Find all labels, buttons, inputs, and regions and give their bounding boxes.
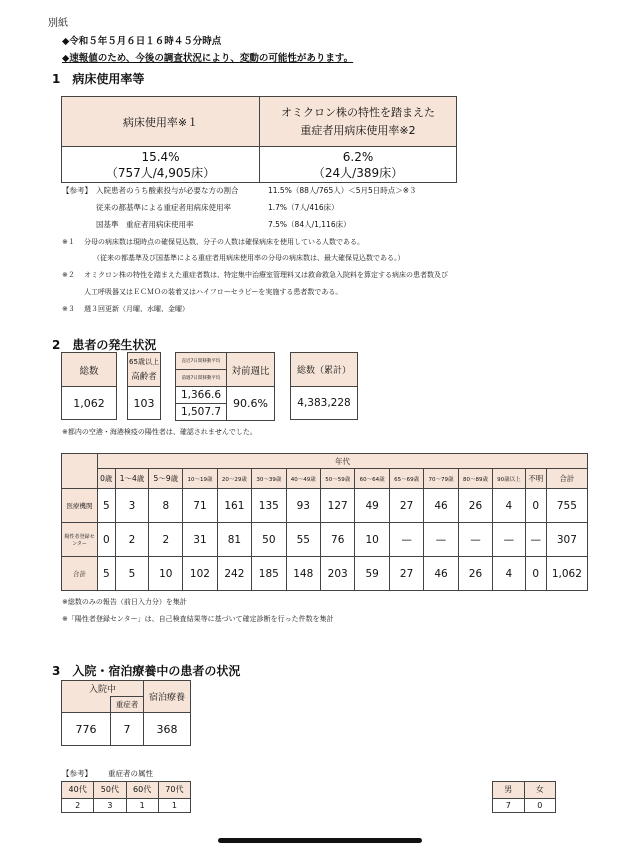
section3-title: 3 入院・宿泊療養中の患者の状況 <box>52 664 241 678</box>
table-cell: 27 <box>389 489 423 523</box>
table-cell: 5 <box>98 557 116 591</box>
age-column-header: 65～69歳 <box>389 469 423 489</box>
airport-note: ※都内の空港・海港検疫の陽性者は、確認されませんでした。 <box>62 428 257 436</box>
table-row <box>62 523 588 557</box>
table-cell: 4 <box>493 489 525 523</box>
table-cell: 8 <box>149 489 183 523</box>
severe-age-header: 60代 <box>126 782 158 799</box>
age-column-header: 0歳 <box>98 469 116 489</box>
preliminary-note: ◆速報値のため、今後の調査状況により、変動の可能性があります。 <box>62 53 354 64</box>
severe-attributes-title: 重症者の属性 <box>108 769 153 778</box>
previous-average-value: 1,507.7 <box>176 404 227 421</box>
row-label: 医療機関 <box>62 489 98 523</box>
age-breakdown-table <box>61 453 588 591</box>
severe-age-header: 40代 <box>62 782 94 799</box>
table-cell: 26 <box>458 557 492 591</box>
national-standard-text: 国基準 重症者用病床使用率 <box>96 220 194 229</box>
recent-average-label: 直近7日間移動平均 <box>176 353 227 370</box>
oxygen-ratio-text: 入院患者のうち酸素投与が必要な方の割合 <box>96 186 239 195</box>
table-cell: 4 <box>493 557 525 591</box>
elderly-label-line1: 65歳以上 <box>129 357 159 366</box>
severe-sex-header: 男 <box>493 782 525 799</box>
age-column-header: 50～59歳 <box>320 469 354 489</box>
severe-age-value: 2 <box>62 798 94 812</box>
table-cell: 93 <box>286 489 320 523</box>
table-cell: — <box>493 523 525 557</box>
table-cell: 242 <box>217 557 251 591</box>
age-column-header: 70～79歳 <box>424 469 458 489</box>
table-row <box>62 557 588 591</box>
inpatient-spacer <box>62 697 111 713</box>
age-column-header: 10～19歳 <box>183 469 217 489</box>
table-cell: 0 <box>98 523 116 557</box>
age-column-header: 90歳以上 <box>493 469 525 489</box>
hospitalization-table <box>61 680 191 746</box>
inpatient-label: 入院中 <box>62 681 144 697</box>
section2-title: 2 患者の発生状況 <box>52 338 157 352</box>
elderly-label <box>128 353 161 387</box>
table-cell: 102 <box>183 557 217 591</box>
previous-average-label: 前週7日間移動平均 <box>176 370 227 387</box>
table-cell: — <box>525 523 546 557</box>
row-label: 陽性者登録センター <box>62 523 98 557</box>
table-cell: 76 <box>320 523 354 557</box>
age-column-header: 30～39歳 <box>252 469 286 489</box>
old-standard-text: 従来の都基準による重症者用病床使用率 <box>96 203 231 212</box>
table-cell: 46 <box>424 557 458 591</box>
table-cell: 307 <box>546 523 587 557</box>
bed-usage-detail: （757人/4,905床） <box>105 165 216 180</box>
note1-line2: （従来の都基準及び国基準による重症者用病床使用率の分母の病床数は、最大確保見込数である。） <box>93 254 405 262</box>
elderly-label-line2: 高齢者 <box>131 371 157 382</box>
severe-bed-usage-cell <box>260 147 457 183</box>
severe-age-header: 70代 <box>158 782 190 799</box>
inpatient-value: 776 <box>62 713 111 746</box>
total-cases-label: 総数 <box>62 353 117 387</box>
home-indicator[interactable] <box>218 838 422 843</box>
severe-sex-value: 0 <box>524 798 556 812</box>
moving-average-box <box>175 352 275 421</box>
note3-label: ※３ <box>62 305 75 313</box>
note1-label: ※１ <box>62 238 75 246</box>
age-column-header: 20～29歳 <box>217 469 251 489</box>
severe-age-value: 1 <box>126 798 158 812</box>
old-standard-value: 1.7%（7人/416床） <box>268 203 339 212</box>
cumulative-value: 4,383,228 <box>291 387 358 420</box>
table-cell: 135 <box>252 489 286 523</box>
age-column-header: 5～9歳 <box>149 469 183 489</box>
severe-bed-usage-value: 6.2% <box>342 149 374 164</box>
table-cell: 148 <box>286 557 320 591</box>
elderly-value: 103 <box>128 387 161 420</box>
table-cell: 50 <box>252 523 286 557</box>
attachment-label: 別紙 <box>48 18 68 29</box>
severe-bed-usage-detail: （24人/389床） <box>312 165 404 180</box>
severe-age-table <box>61 781 191 813</box>
note3-text: 週３回更新（月曜、水曜、金曜） <box>84 305 189 313</box>
time-note: ◆令和５年５月６日１６時４５分時点 <box>62 36 222 47</box>
table-cell: — <box>424 523 458 557</box>
cumulative-box <box>290 352 358 420</box>
table-cell: 2 <box>149 523 183 557</box>
weekly-ratio-label: 対前週比 <box>227 353 275 387</box>
hotel-label: 宿泊療養 <box>144 681 191 713</box>
severe-bed-usage-header-line2: 重症者用病床使用率※2 <box>300 123 416 137</box>
severe-age-value: 3 <box>94 798 126 812</box>
table-cell: 185 <box>252 557 286 591</box>
table-cell: 46 <box>424 489 458 523</box>
severe-sex-value: 7 <box>493 798 525 812</box>
table-cell: 59 <box>355 557 389 591</box>
table-cell: — <box>458 523 492 557</box>
severe-sex-table <box>492 781 556 813</box>
table-cell: 1,062 <box>546 557 587 591</box>
severe-age-value: 1 <box>158 798 190 812</box>
severe-label: 重症者 <box>111 697 144 713</box>
age-group-header: 年代 <box>98 454 588 469</box>
weekly-ratio-value: 90.6% <box>227 387 275 421</box>
table-cell: 3 <box>115 489 149 523</box>
total-cases-value: 1,062 <box>62 387 117 420</box>
age-column-header: 60～64歳 <box>355 469 389 489</box>
age-column-header: 不明 <box>525 469 546 489</box>
bed-usage-cell <box>62 147 260 183</box>
table-note1: ※総数のみの報告（前日入力分）を集計 <box>62 598 187 606</box>
table-cell: 203 <box>320 557 354 591</box>
table-cell: 10 <box>149 557 183 591</box>
total-cases-box <box>61 352 117 420</box>
oxygen-ratio-value: 11.5%（88人/765人）＜5月5日時点＞※３ <box>268 186 417 195</box>
table-cell: 55 <box>286 523 320 557</box>
table-cell: 81 <box>217 523 251 557</box>
age-column-header: 合計 <box>546 469 587 489</box>
table-cell: 5 <box>98 489 116 523</box>
table-note2: ※「陽性者登録センター」は、自己検査結果等に基づいて確定診断を行った件数を集計 <box>62 615 334 623</box>
table-cell: 49 <box>355 489 389 523</box>
age-column-header: 80～89歳 <box>458 469 492 489</box>
table-cell: 27 <box>389 557 423 591</box>
severe-sex-header: 女 <box>524 782 556 799</box>
severe-bed-usage-header <box>260 97 457 147</box>
table-cell: 2 <box>115 523 149 557</box>
note2-label: ※２ <box>62 271 75 279</box>
note1-line1: 分母の病床数は現時点の確保見込数、分子の人数は確保病床を使用している人数である。 <box>84 238 364 246</box>
bed-usage-header: 病床使用率※１ <box>62 97 260 147</box>
table-cell: 0 <box>525 557 546 591</box>
bed-usage-table <box>61 96 457 183</box>
age-column-header: 1～4歳 <box>115 469 149 489</box>
table-cell: 31 <box>183 523 217 557</box>
section3-reference-label: 【参考】 <box>62 769 92 778</box>
table-cell: 5 <box>115 557 149 591</box>
table-cell: 755 <box>546 489 587 523</box>
table-cell: 127 <box>320 489 354 523</box>
reference-label: 【参考】 <box>62 186 92 195</box>
elderly-box <box>127 352 161 420</box>
note2-line1: オミクロン株の特性を踏まえた重症者数は、特定集中治療室管理料又は救命救急入院料を算定する病床の患者数及び <box>84 271 448 279</box>
age-table-corner <box>62 454 98 489</box>
note2-line2: 人工呼吸器又はＥＣＭＯの装着又はハイフローセラピーを実施する患者数である。 <box>84 288 343 296</box>
table-row <box>62 489 588 523</box>
national-standard-value: 7.5%（84人/1,116床） <box>268 220 351 229</box>
severe-age-header: 50代 <box>94 782 126 799</box>
bed-usage-value: 15.4% <box>141 149 180 164</box>
table-cell: 26 <box>458 489 492 523</box>
table-cell: 0 <box>525 489 546 523</box>
table-cell: 10 <box>355 523 389 557</box>
table-cell: — <box>389 523 423 557</box>
section1-title: 1 病床使用率等 <box>52 72 145 86</box>
table-cell: 71 <box>183 489 217 523</box>
severe-value: 7 <box>111 713 144 746</box>
age-column-header: 40～49歳 <box>286 469 320 489</box>
recent-average-value: 1,366.6 <box>176 387 227 404</box>
hotel-value: 368 <box>144 713 191 746</box>
row-label: 合計 <box>62 557 98 591</box>
severe-bed-usage-header-line1: オミクロン株の特性を踏まえた <box>281 105 435 119</box>
table-cell: 161 <box>217 489 251 523</box>
cumulative-label: 総数（累計） <box>291 353 358 387</box>
